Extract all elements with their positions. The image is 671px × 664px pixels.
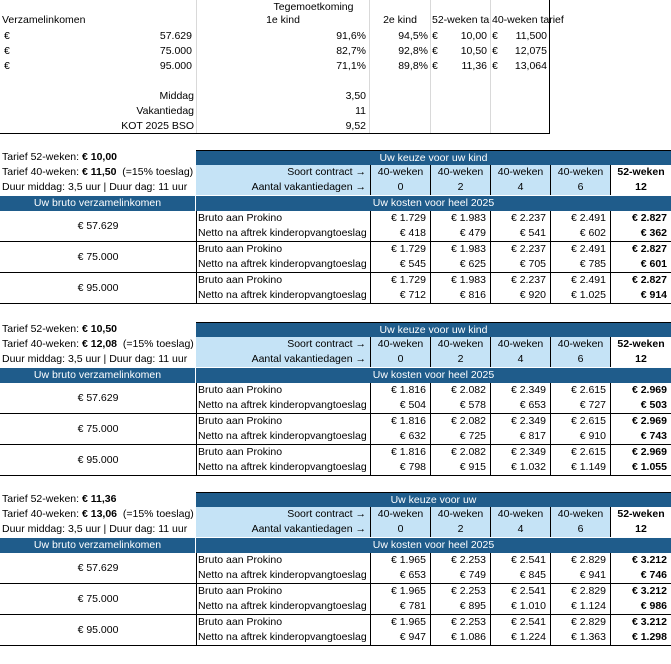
netto-label: Netto na aftrek kinderopvangtoeslag [196,226,370,242]
bruto-cost-cell: € 2.969 [610,383,671,398]
vakantiedagen-label: Aantal vakantiedagen → [196,522,370,537]
bruto-cost-cell: € 1.816 [370,445,430,460]
netto-cost-cell: € 1.010 [490,599,550,615]
kind1-value: 91,6% [336,30,366,42]
income-value: 57.629 [159,30,192,42]
bruto-cost-cell: € 3.212 [610,553,671,568]
vakantiedagen-cell[interactable]: 12 [610,522,671,537]
netto-cost-cell: € 418 [370,226,430,242]
vakantiedagen-cell[interactable]: 2 [430,180,490,195]
bruto-cost-cell: € 2.829 [550,615,610,630]
kind2-header: 2e kind [383,14,417,26]
bruto-cost-cell: € 2.491 [550,211,610,226]
contract-type-cell[interactable]: 40-weken [370,337,430,352]
vakantiedagen-cell[interactable]: 6 [550,522,610,537]
bruto-cost-cell: € 1.729 [370,211,430,226]
contract-type-cell[interactable]: 40-weken [430,507,490,522]
bruto-cost-cell: € 2.829 [550,553,610,568]
netto-label: Netto na aftrek kinderopvangtoeslag [196,630,370,646]
tarief52-line: Tarief 52-weken: € 10,00 [2,151,118,163]
euro-sign: € [492,30,498,42]
netto-cost-cell: € 1.298 [610,630,671,646]
duur-line: Duur middag: 3,5 uur | Duur dag: 11 uur [2,353,188,365]
duur-line: Duur middag: 3,5 uur | Duur dag: 11 uur [2,523,188,535]
kind1-header: 1e kind [266,14,300,26]
income-cell: € 95.000 [0,615,197,646]
bruto-cost-cell: € 3.212 [610,615,671,630]
income-cell: € 75.000 [0,242,197,273]
netto-cost-cell: € 914 [610,288,671,304]
param-value: 3,50 [345,90,366,102]
verzamelinkomen-header: Verzamelinkomen [2,14,86,26]
netto-label: Netto na aftrek kinderopvangtoeslag [196,460,370,476]
netto-cost-cell: € 743 [610,429,671,445]
bruto-cost-cell: € 2.349 [490,445,550,460]
netto-label: Netto na aftrek kinderopvangtoeslag [196,568,370,584]
price-section [0,150,671,322]
euro-sign: € [432,45,438,57]
netto-cost-cell: € 1.124 [550,599,610,615]
income-group [0,383,671,414]
bruto-cost-cell: € 1.729 [370,273,430,288]
netto-label: Netto na aftrek kinderopvangtoeslag [196,398,370,414]
bruto-label: Bruto aan Prokino [198,243,283,255]
income-group [0,553,671,584]
bruto-cost-cell: € 2.615 [550,445,610,460]
income-group [0,615,671,646]
euro-sign: € [4,45,10,57]
netto-cost-cell: € 479 [430,226,490,242]
euro-sign: € [4,60,10,72]
income-cell: € 75.000 [0,414,197,445]
income-group [0,211,671,242]
netto-cost-cell: € 632 [370,429,430,445]
bruto-label: Bruto aan Prokino [198,212,283,224]
contract-type-cell[interactable]: 40-weken [490,165,550,180]
bruto-cost-cell: € 1.983 [430,211,490,226]
vakantiedagen-cell[interactable]: 6 [550,180,610,195]
tarief52-value: 11,36 [461,60,487,72]
bruto-cost-cell: € 2.491 [550,273,610,288]
kind1-value: 82,7% [336,45,366,57]
netto-cost-cell: € 705 [490,257,550,273]
netto-cost-cell: € 653 [370,568,430,584]
tarief40-line: Tarief 40-weken: € 11,50 (=15% toeslag) [2,166,194,178]
bruto-inkomen-header: Uw bruto verzamelinkomen [0,196,196,211]
bruto-cost-cell: € 2.615 [550,383,610,398]
tarief40-value: 11,500 [515,30,547,42]
netto-cost-cell: € 1.149 [550,460,610,476]
bruto-cost-cell: € 1.816 [370,383,430,398]
vakantiedagen-label: Aantal vakantiedagen → [196,352,370,367]
param-label: Middag [159,90,194,102]
income-cell: € 95.000 [0,445,197,476]
netto-cost-cell: € 749 [430,568,490,584]
bruto-cost-cell: € 2.253 [430,553,490,568]
vakantiedagen-cell[interactable]: 4 [490,180,550,195]
bruto-cost-cell: € 2.082 [430,383,490,398]
vakantiedagen-label: Aantal vakantiedagen → [196,180,370,195]
contract-type-cell[interactable]: 40-weken [370,507,430,522]
contract-type-cell[interactable]: 40-weken [550,337,610,352]
netto-cost-cell: € 781 [370,599,430,615]
bruto-label: Bruto aan Prokino [198,446,283,458]
euro-sign: € [492,45,498,57]
income-value: 75.000 [159,45,192,57]
bruto-cost-cell: € 2.969 [610,445,671,460]
kosten-header: Uw kosten voor heel 2025 [196,538,671,553]
netto-cost-cell: € 817 [490,429,550,445]
netto-cost-cell: € 578 [430,398,490,414]
netto-label: Netto na aftrek kinderopvangtoeslag [196,288,370,304]
bruto-cost-cell: € 2.082 [430,414,490,429]
contract-type-cell[interactable]: 40-weken [370,165,430,180]
bruto-cost-cell: € 2.237 [490,273,550,288]
bruto-cost-cell: € 2.082 [430,445,490,460]
income-group [0,273,671,304]
contract-type-cell[interactable]: 40-weken [430,337,490,352]
tarief40-value: 12,075 [514,45,547,57]
income-cell: € 57.629 [0,553,197,584]
contract-type-cell[interactable]: 52-weken [610,337,671,352]
vakantiedagen-cell[interactable]: 4 [490,352,550,367]
netto-cost-cell: € 1.025 [550,288,610,304]
keuze-title: Uw keuze voor uw kind [196,322,671,337]
netto-cost-cell: € 1.055 [610,460,671,476]
vakantiedagen-cell[interactable]: 12 [610,352,671,367]
contract-type-cell[interactable]: 40-weken [550,165,610,180]
bruto-cost-cell: € 2.253 [430,584,490,599]
bruto-label: Bruto aan Prokino [198,554,283,566]
netto-cost-cell: € 601 [610,257,671,273]
param-label: KOT 2025 BSO [121,120,194,132]
kosten-header: Uw kosten voor heel 2025 [196,368,671,383]
contract-type-cell[interactable]: 52-weken [610,165,671,180]
bruto-cost-cell: € 2.541 [490,615,550,630]
tarief52-header: 52-weken ta [432,14,490,26]
netto-cost-cell: € 845 [490,568,550,584]
netto-cost-cell: € 712 [370,288,430,304]
netto-cost-cell: € 727 [550,398,610,414]
bruto-label: Bruto aan Prokino [198,384,283,396]
bruto-cost-cell: € 2.349 [490,383,550,398]
bruto-cost-cell: € 2.491 [550,242,610,257]
bruto-cost-cell: € 2.827 [610,211,671,226]
bruto-cost-cell: € 2.829 [550,584,610,599]
bruto-label: Bruto aan Prokino [198,585,283,597]
param-value: 9,52 [345,120,366,132]
netto-cost-cell: € 1.032 [490,460,550,476]
income-group [0,242,671,273]
netto-label: Netto na aftrek kinderopvangtoeslag [196,257,370,273]
contract-type-cell[interactable]: 40-weken [550,507,610,522]
bruto-cost-cell: € 2.253 [430,615,490,630]
contract-type-cell[interactable]: 52-weken [610,507,671,522]
tarief40-header: 40-weken tarief [492,14,564,26]
income-group [0,414,671,445]
euro-sign: € [4,30,10,42]
tarief52-line: Tarief 52-weken: € 11,36 [2,493,117,505]
tarief40-line: Tarief 40-weken: € 13,06 (=15% toeslag) [2,508,194,520]
tegemoetkoming-header: Tegemoetkoming [273,1,354,13]
netto-label: Netto na aftrek kinderopvangtoeslag [196,599,370,615]
tarief52-line: Tarief 52-weken: € 10,50 [2,323,118,335]
income-value: 95.000 [159,60,192,72]
income-group [0,445,671,476]
netto-cost-cell: € 895 [430,599,490,615]
netto-cost-cell: € 545 [370,257,430,273]
bruto-cost-cell: € 2.237 [490,242,550,257]
netto-label: Netto na aftrek kinderopvangtoeslag [196,429,370,445]
bruto-cost-cell: € 2.615 [550,414,610,429]
vakantiedagen-cell[interactable]: 2 [430,522,490,537]
kind2-value: 92,8% [398,45,428,57]
bruto-inkomen-header: Uw bruto verzamelinkomen [0,538,196,553]
euro-sign: € [432,60,438,72]
netto-cost-cell: € 504 [370,398,430,414]
bruto-cost-cell: € 2.969 [610,414,671,429]
bruto-cost-cell: € 3.212 [610,584,671,599]
netto-cost-cell: € 798 [370,460,430,476]
vakantiedagen-cell[interactable]: 0 [370,522,430,537]
keuze-title: Uw keuze voor uw kind [196,150,671,165]
netto-cost-cell: € 986 [610,599,671,615]
bruto-inkomen-header: Uw bruto verzamelinkomen [0,368,196,383]
bruto-cost-cell: € 2.827 [610,273,671,288]
netto-cost-cell: € 653 [490,398,550,414]
tarief40-value: 13,064 [514,60,547,72]
soort-contract-label: Soort contract → [196,337,370,352]
tarief52-value: 10,00 [460,30,487,42]
vakantiedagen-cell[interactable]: 4 [490,522,550,537]
netto-cost-cell: € 785 [550,257,610,273]
tarief52-value: 10,50 [460,45,487,57]
income-group [0,584,671,615]
netto-cost-cell: € 541 [490,226,550,242]
bruto-label: Bruto aan Prokino [198,274,283,286]
netto-cost-cell: € 503 [610,398,671,414]
kosten-header: Uw kosten voor heel 2025 [196,196,671,211]
contract-type-cell[interactable]: 40-weken [430,165,490,180]
contract-type-cell[interactable]: 40-weken [490,507,550,522]
income-cell: € 57.629 [0,211,197,242]
bruto-cost-cell: € 2.541 [490,553,550,568]
euro-sign: € [492,60,498,72]
bruto-cost-cell: € 1.965 [370,584,430,599]
income-cell: € 95.000 [0,273,197,304]
vakantiedagen-cell[interactable]: 6 [550,352,610,367]
tarief40-line: Tarief 40-weken: € 12,08 (=15% toeslag) [2,338,194,350]
kind1-value: 71,1% [336,60,366,72]
bruto-cost-cell: € 1.965 [370,615,430,630]
netto-cost-cell: € 725 [430,429,490,445]
bruto-cost-cell: € 1.965 [370,553,430,568]
param-value: 11 [355,105,366,117]
vakantiedagen-cell[interactable]: 2 [430,352,490,367]
bruto-cost-cell: € 2.541 [490,584,550,599]
bruto-cost-cell: € 1.816 [370,414,430,429]
netto-cost-cell: € 947 [370,630,430,646]
bruto-cost-cell: € 1.983 [430,273,490,288]
netto-cost-cell: € 746 [610,568,671,584]
soort-contract-label: Soort contract → [196,165,370,180]
kind2-value: 94,5% [398,30,428,42]
netto-cost-cell: € 816 [430,288,490,304]
netto-cost-cell: € 1.086 [430,630,490,646]
netto-cost-cell: € 625 [430,257,490,273]
kind2-value: 89,8% [398,60,428,72]
vakantiedagen-cell[interactable]: 12 [610,180,671,195]
netto-cost-cell: € 362 [610,226,671,242]
bruto-label: Bruto aan Prokino [198,415,283,427]
bruto-cost-cell: € 1.983 [430,242,490,257]
bruto-cost-cell: € 2.349 [490,414,550,429]
keuze-title: Uw keuze voor uw [196,492,671,507]
netto-cost-cell: € 910 [550,429,610,445]
price-section [0,322,671,494]
vakantiedagen-cell[interactable]: 0 [370,352,430,367]
param-label: Vakantiedag [136,105,194,117]
soort-contract-label: Soort contract → [196,507,370,522]
vakantiedagen-cell[interactable]: 0 [370,180,430,195]
income-cell: € 75.000 [0,584,197,615]
netto-cost-cell: € 602 [550,226,610,242]
euro-sign: € [432,30,438,42]
netto-cost-cell: € 1.224 [490,630,550,646]
netto-cost-cell: € 941 [550,568,610,584]
income-cell: € 57.629 [0,383,197,414]
bruto-cost-cell: € 2.237 [490,211,550,226]
contract-type-cell[interactable]: 40-weken [490,337,550,352]
netto-cost-cell: € 1.363 [550,630,610,646]
bruto-label: Bruto aan Prokino [198,616,283,628]
price-section [0,492,671,664]
bruto-cost-cell: € 1.729 [370,242,430,257]
bruto-cost-cell: € 2.827 [610,242,671,257]
duur-line: Duur middag: 3,5 uur | Duur dag: 11 uur [2,181,188,193]
netto-cost-cell: € 915 [430,460,490,476]
netto-cost-cell: € 920 [490,288,550,304]
